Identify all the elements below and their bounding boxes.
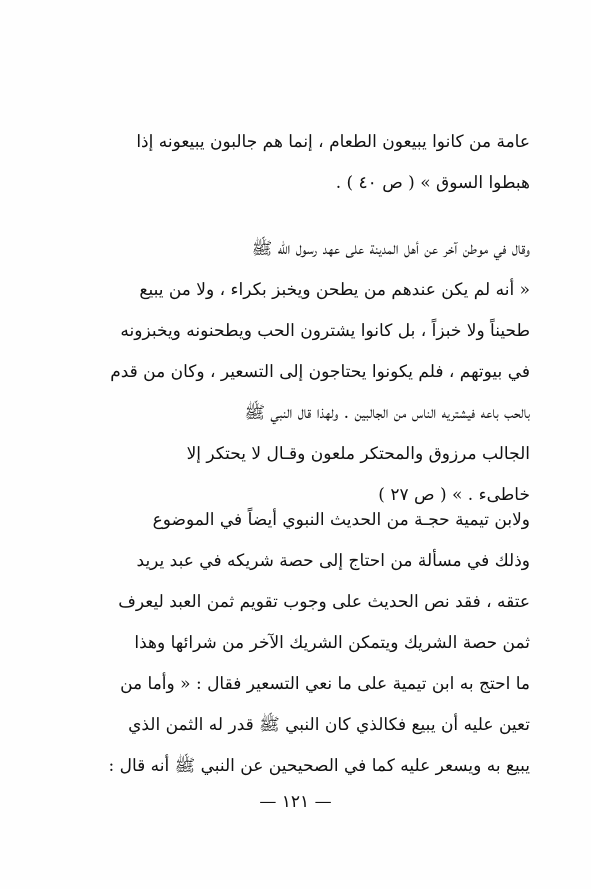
text-line: ما احتج به ابن تيمية على ما نعي التسعير فقال : « وأما من	[120, 674, 530, 694]
text-line: خاطىء . » ( ص ٢٧ )	[378, 485, 530, 505]
text-line: تعين عليه أن يبيع فكالذي كان النبي ﷺ قدر له الثمن الذي	[128, 715, 530, 735]
paragraph-3	[100, 500, 530, 787]
text-line: عامة من كانوا يبيعون الطعام ، إنما هم جالبون يبيعونه إذا	[136, 132, 530, 152]
text-line: ثمن حصة الشريك ويتمكن الشريك الآخر من شرائها وهذا	[134, 633, 530, 653]
text-line: يبيع به ويسعر عليه كما في الصحيحين عن النبي ﷺ أنه قال :	[108, 756, 530, 776]
text-line: وذلك في مسألة من احتاج إلى حصة شريكه في عبد يريد	[136, 551, 530, 571]
text-line: في بيوتهم ، فلم يكونوا يحتاجون إلى التسعير ، وكان من قدم	[110, 362, 530, 382]
text-line: بالحب باعه فيشتريه الناس من الجالبين . ولهذا قال النبي ﷺ	[244, 403, 530, 423]
text-line: عتقه ، فقد نص الحديث على وجوب تقويم ثمن العبد ليعرف	[118, 592, 530, 612]
text-line: وقال في موطن آخر عن أهل المدينة على عهد رسول الله ﷺ	[251, 239, 530, 259]
text-line: الجالب مرزوق والمحتكر ملعون وقـال لا يحتكر إلا	[186, 444, 530, 464]
paragraph-1	[100, 122, 530, 204]
text-line: طحيناً ولا خبزاً ، بل كانوا يشترون الحب ويطحنونه ويخبزونه	[120, 321, 530, 341]
text-line: ولابن تيمية حجـة من الحديث النبوي أيضاً في الموضوع	[152, 510, 530, 530]
paragraph-2	[100, 229, 530, 516]
text-line: هبطوا السوق » ( ص ٤٠ ) .	[335, 173, 530, 193]
page-number: — ١٢١ —	[259, 792, 332, 812]
text-line: « أنه لم يكن عندهم من يطحن ويخبز بكراء ، ولا من يبيع	[139, 280, 530, 300]
